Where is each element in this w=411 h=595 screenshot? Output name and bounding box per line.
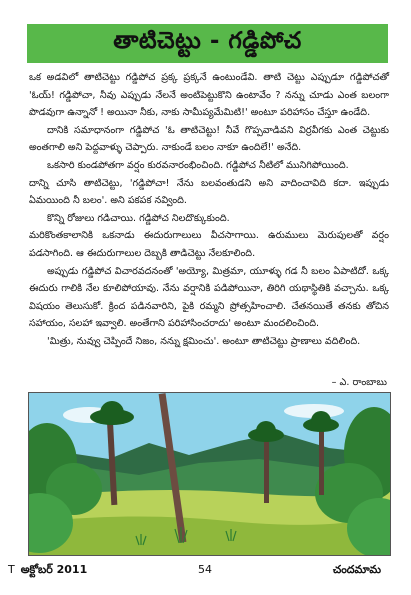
paragraph: ఒక అడవిలో తాటిచెట్టు గడ్డిపోచ ప్రక్క ప్రక్కనే ఉంటుండేవి. తాటి చెట్టు ఎప్పుడూ గడ్డిపోచతో 'ఓయ్! గడ్డిపోచా, నీవు ఎప్పుడు నేలనే అంటిపెట్టుకొని ఉంటావేం ? నన్ను చూడు ఎంత బలంగా పొడవుగా ఉన్నానో ! అయినా నీకు, నాకు సామీప్యమేమిటి!' అంటూ పరిహాసం చేస్తూ ఉండేది.: [29, 72, 389, 119]
story-body: [29, 69, 389, 351]
forest-scene-image: [29, 393, 390, 555]
paragraph: అప్పుడు గడ్డిపోచ విచారవదనంతో 'అయ్యో, మిత్రమా, యూళ్ళు గడ నీ బలం ఏపాటిదో. ఒక్క ఈదురు గాలికి నేల కూలిపోయావు. నేను వర్షానికి పడిపోయినా, తిరిగి యథాస్థితికి వచ్చాను. ఒక్క విషయం తెలుసుకో. క్రింద పడినవారిని, పైకి రమ్మని ప్రోత్సహించాలి. చేతనయితే తనకు తోచిన సహాయం, సలహా ఇవ్వాలి. అంతేగాని పరిహాసించరాదు' అంటూ మందలించింది.: [29, 265, 389, 330]
paragraph: 'మిత్రు, నువ్వు చెప్పిందే నిజం, నన్ను క్షమించు'. అంటూ తాటిచెట్టు ప్రాణాలు వదిలింది.: [47, 335, 361, 347]
paragraph: దానికి సమాధానంగా గడ్డిపోచ 'ఓ తాటిచెట్టు! నీవే గొప్పవాడివని విర్రవీగకు ఎంత చెట్టుకు అంతగాలి అని పెద్దవాళ్ళు చెప్పారు. నాకుండే బలం నాకూ ఉందిలే!' అనేది.: [29, 124, 389, 154]
footer-mark: T: [8, 563, 15, 576]
paragraph: కొన్ని రోజులు గడిచాయి. గడ్డిపోచ నిలదొక్కుకుంది.: [47, 212, 230, 224]
footer-month-year: అక్టోబర్ 2011: [20, 563, 88, 576]
page-number: 54: [198, 563, 212, 576]
page-footer: [0, 563, 411, 583]
page-title: తాటిచెట్టు - గడ్డిపోచ: [113, 27, 302, 54]
paragraph: మరికొంతకాలానికి ఒకనాడు ఈదురుగాలులు వీచసాగాయి. ఉరుములు మెరుపులతో వర్షం పడసాగింది. ఆ ఈదురుగాలుల దెబ్బకి తాడిచెట్టు నేలకూలింది.: [29, 230, 389, 259]
title-banner: [27, 24, 388, 63]
magazine-name: చందమామ: [332, 563, 381, 576]
author-credit: – ఎ. రాంబాబు: [331, 377, 387, 388]
footer-issue: [8, 563, 87, 579]
paragraph: దాన్ని చూసి తాటిచెట్టు, 'గడ్డిపోచా! నేను బలవంతుడని అని వాదించావిది కదా. ఇప్పుడు ఏమయింది నీ బలం'. అని పకపక నవ్వింది.: [29, 177, 389, 207]
story-illustration: [28, 392, 391, 556]
paragraph: ఒకసారి కుండపోతగా వర్షం కురవనారంభించింది. గడ్డిపోచ నీటిలో మునిగిపోయింది.: [47, 159, 349, 171]
